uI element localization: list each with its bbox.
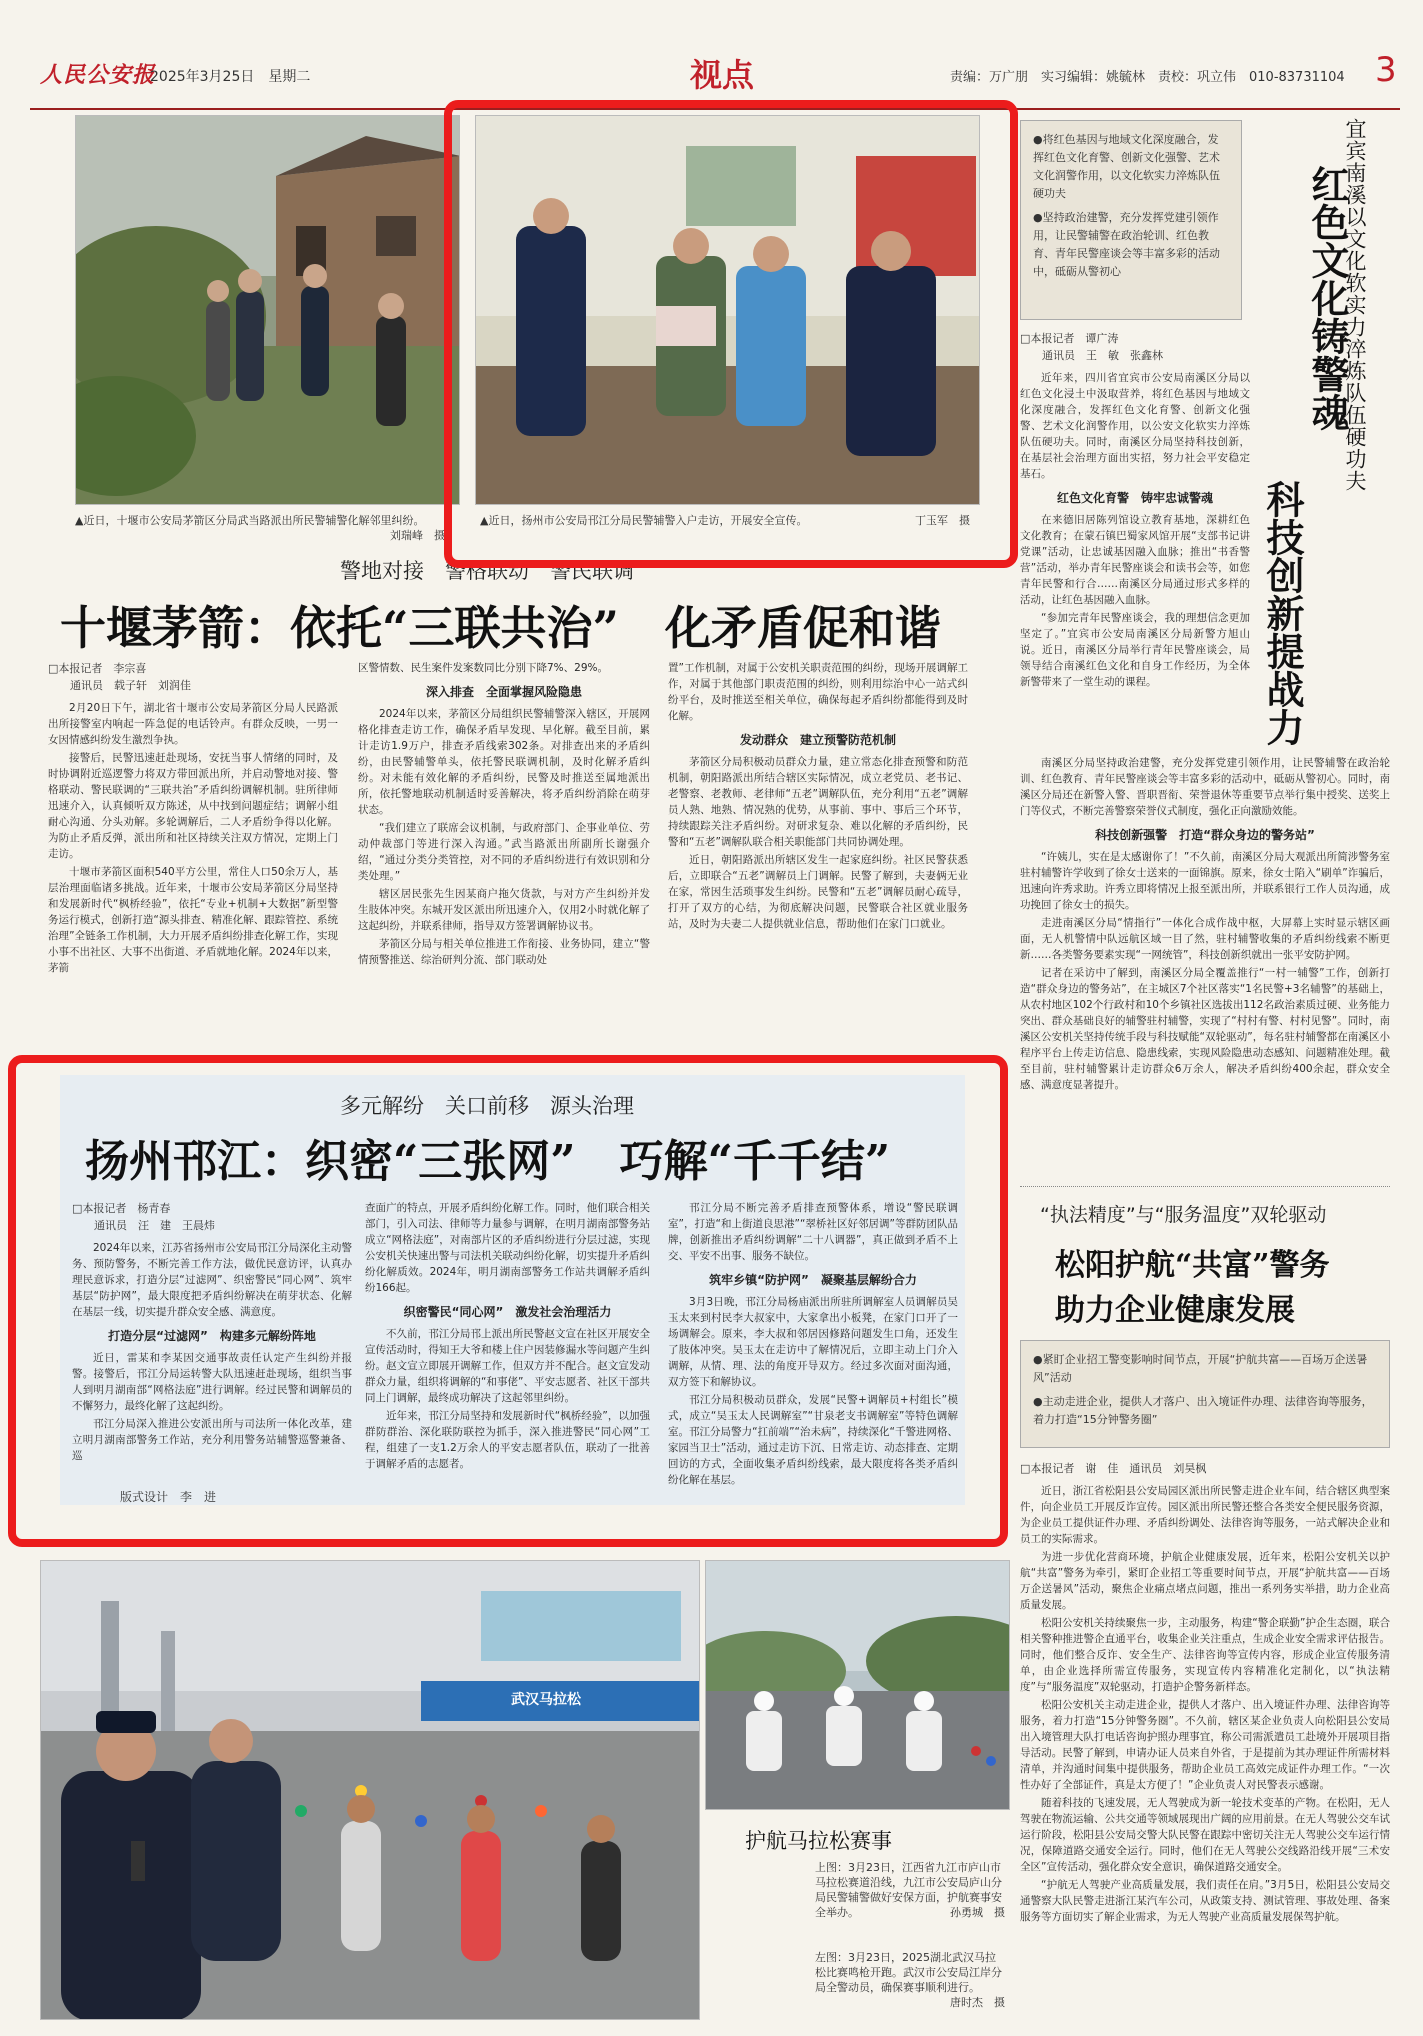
keypoint: ●紧盯企业招工警变影响时间节点，开展“护航共富——百场万企送暑风”活动 [1033, 1353, 1368, 1384]
yibin-title-2: 科技创新提战力 [1260, 480, 1305, 746]
paragraph: 近年来，四川省宜宾市公安局南溪区分局以红色文化浸土中汲取营养，将红色基因与地域文化深度融合，发挥红色文化育警、创新文化强警、艺术文化润警作用，以公安文化软实力淬炼队伍硬功夫。同时，南溪区分局坚持科技创新，在基层社会治理方面出实招，努力社会平安稳定基石。 [1020, 372, 1250, 480]
yibin-kicker: 宜宾南溪以文化软实力淬炼队伍硬功夫 [1343, 118, 1367, 492]
photo-credit: 唐时杰 摄 [950, 1996, 1005, 2009]
section-subheading: 红色文化育警 铸牢忠诚警魂 [1056, 491, 1213, 505]
paragraph: 区警情数、民生案件发案数同比分别下降7%、29%。 [358, 662, 608, 674]
byline-reporter: □本报记者 李宗喜 [48, 662, 147, 675]
byline-correspondent: 通讯员 载子轩 刘润佳 [70, 679, 191, 692]
yibin-keypoints [1020, 120, 1242, 320]
story1-column-2 [358, 660, 650, 1060]
newspaper-logo: 人民公安报 [40, 62, 156, 88]
photo-yangzhou-caption [480, 513, 970, 528]
caption-text: 上图：3月23日，江西省九江市庐山市马拉松赛道沿线，九江市公安局庐山分局民警辅警做好安保方面，护航赛事安全举办。 [815, 1861, 1002, 1919]
section-title: 视点 [690, 56, 755, 94]
songyang-byline: □本报记者 谢 佳 通讯员 刘昊枫 [1020, 1462, 1207, 1475]
masthead [30, 0, 1400, 110]
marathon-title: 护航马拉松赛事 [745, 1829, 892, 1853]
section-subheading: 深入排查 全面掌握风险隐患 [425, 685, 582, 699]
songyang-keypoints [1020, 1340, 1390, 1448]
caption-text: ▲近日，扬州市公安局邗江分局民警辅警入户走访，开展安全宣传。 [480, 514, 808, 527]
story2-column-1 [72, 1200, 352, 1495]
section-subheading: 发动群众 建立预警防范机制 [739, 733, 896, 747]
keypoint: ●主动走进企业，提供人才落户、出入境证件办理、法律咨询等服务，着力打造“15分钟警务圈” [1033, 1395, 1373, 1426]
yibin-title-1: 红色文化铸警魂 [1305, 165, 1350, 431]
paragraph: 查面广的特点，开展矛盾纠纷化解工作。同时，他们联合相关部门，引入司法、律师等力量参与调解，在明月湖南部警务站成立“网格法庭”，对南部片区的矛盾纠纷进行分层过滤，实现公安机关快速出警与司法机关联动纠纷化解，切实提升矛盾纠纷化解质效。2024年，明月湖南部警务工作站共调解矛盾纠纷166起。 [365, 1202, 650, 1294]
paragraph: 随着科技的飞速发展，无人驾驶成为新一轮技术变革的产物。在松阳，无人驾驶在物流运输、公共交通等领域展现出广阔的应用前景。在无人驾驶公交车试运行阶段，松阳县公安局交警大队民警在跟踪中密切关注无人驾驶公交车运行情况，保障道路交通安全运行。同时，他们在无人驾驶公交线路沿线开展“三术安全区”宣传活动，强化群众安全意识，确保道路交通安全。 [1020, 1797, 1390, 1873]
songyang-headline-1: 松阳护航“共富”警务 [1055, 1248, 1330, 1283]
story2-subhead: 多元解纷 关口前移 源头治理 [340, 1094, 634, 1118]
songyang-subhead: “执法精度”与“服务温度”双轮驱动 [1040, 1204, 1327, 1226]
paragraph: 为进一步优化营商环境，护航企业健康发展，近年来，松阳公安机关以护航“共富”警务为牵引，紧盯企业招工等重要时间节点，开展“护航共富——百场万企送暑风”活动，聚焦企业痛点堵点问题，推出一系列务实举措，助力企业高质量发展。 [1020, 1551, 1390, 1611]
story1-subhead: 警地对接 警格联动 警民联调 [340, 559, 634, 583]
paragraph: 邗江分局积极动员群众，发展“民警+调解员+村组长”模式，成立“吴玉太人民调解室”“甘泉老支书调解室”等特色调解室。邗江分局警力“扛前端”“治未病”，持续深化“千警进网格、家园当卫士”活动，通过走访下沉、日常走访、动态排查、定期回访的方式，全面收集矛盾纠纷线索，最大限度将各类矛盾纠纷化解在基层。 [668, 1394, 958, 1486]
paragraph: 近年来，邗江分局坚持和发展新时代“枫桥经验”，以加强群防群治、深化联防联控为抓手，深入推进警民“同心网”工程，组建了一支1.2万余人的平安志愿者队伍，联动了一批善于调解矛盾的志愿者。 [365, 1410, 650, 1470]
photo-shiyan-mediation [75, 115, 460, 505]
byline-reporter: □本报记者 谭广涛 [1020, 332, 1119, 345]
yibin-byline [1020, 330, 1250, 364]
paragraph: 近日，雷某和李某因交通事故责任认定产生纠纷并报警。接警后，邗江分局运转警大队迅速赶赴现场，组织当事人到明月湖南部“网格法庭”进行调解。经过民警和调解员的不懈努力，最终化解了这起纠纷。 [72, 1352, 352, 1412]
photo-yangzhou-visit [475, 115, 980, 505]
photo-shiyan-graphic [76, 116, 460, 505]
paragraph: 邗江分局深入推进公安派出所与司法所一体化改革，建立明月湖南部警务工作站，充分利用警务站辅警巡警兼备、巡 [72, 1418, 352, 1462]
paragraph: 辖区居民张先生因某商户拖欠货款，与对方产生纠纷并发生肢体冲突。东城开发区派出所迅速介入，仅用2小时就化解了这起纠纷，并联系律师，指导双方签署调解协议书。 [358, 888, 650, 932]
paragraph: 记者在采访中了解到，南溪区分局全覆盖推行“一村一辅警”工作，创新打造“群众身边的警务站”，在主城区7个社区落实“1名民警+3名辅警”的基础上，从农村地区102个行政村和10个乡镇社区选拔出112名政治素质过硬、业务能力突出、群众基础良好的辅警驻村辅警，实现了“村村有警、村村见警”。同时，南溪区公安机关坚持传统手段与科技赋能“双轮驱动”，每名驻村辅警都在南溪区小程序平台上传走访信息、隐患线索，实现风险隐患动态感知、问题精准处理。截至目前，驻村辅警累计走访群众6万余人，解决矛盾纠纷400余起，群众安全感、满意度显著提升。 [1020, 967, 1390, 1091]
issue-date: 2025年3月25日 星期二 [150, 69, 311, 85]
story2-headline: 扬州邗江：织密“三张网” 巧解“千千结” [85, 1136, 891, 1187]
editor-credits: 责编：万广朋 实习编辑：姚毓林 责校：巩立伟 010-83731104 [950, 70, 1345, 85]
divider [1020, 1186, 1390, 1187]
photo-marathon-jiujiang [705, 1560, 1010, 1810]
paragraph: 松阳公安机关主动走进企业，提供人才落户、出入境证件办理、法律咨询等服务，着力打造“15分钟警务圈”。不久前，辖区某企业负责人向松阳县公安局出入境管理大队打电话咨询护照办理事宜，称公司需派遣员工赴境外开展项目指导活动。民警了解到，申请办证人员来自外省，于是提前为其办理证件所需材料清单，并沟通时间集中提供服务，帮助企业员工高效完成证件办理工作。“一次性办好了全部证件，真是太方便了！”企业负责人对民警表示感谢。 [1020, 1699, 1390, 1791]
section-subheading: 打造分层“过滤网” 构建多元解纷阵地 [108, 1329, 316, 1343]
photo-credit: 刘瑞峰 摄 [390, 529, 445, 542]
paragraph: 南溪区分局坚持政治建警，充分发挥党建引领作用，让民警辅警在政治轮训、红色教育、青年民警座谈会等丰富多彩的活动中，砥砺从警初心。同时，南溪区分局还在新警入警、晋职晋衔、荣誉退休等重要节点举行集中授奖、送奖上门等仪式，不断完善警察荣誉仪式制度，强化正向激励效能。 [1020, 757, 1390, 817]
songyang-headline-2: 助力企业健康发展 [1055, 1293, 1295, 1328]
marathon-caption-1 [815, 1860, 1005, 1920]
paragraph: 不久前，邗江分局邗上派出所民警赵文宣在社区开展安全宣传活动时，得知王大爷和楼上住户因装修漏水等问题产生纠纷。赵文宣立即展开调解工作，但双方并不配合。赵文宣发动群众力量，组织将调解的“和事佬”、平安志愿者、社区干部共同上门调解，最终成功解决了这起邻里纠纷。 [365, 1328, 650, 1404]
caption-text: ▲近日，十堰市公安局茅箭区分局武当路派出所民警辅警化解邻里纠纷。 [75, 514, 425, 527]
paragraph: “护航无人驾驶产业高质量发展，我们责任在肩。”3月5日，松阳县公安局交通警察大队民警走进浙江某汽车公司，从政策支持、测试管理、事故处理、备案服务等方面切实了解企业需求，为无人驾驶产业高质量发展保驾护航。 [1020, 1879, 1390, 1923]
paragraph: “我们建立了联席会议机制，与政府部门、企事业单位、劳动仲裁部门等进行深入沟通。”武当路派出所副所长谢强介绍，“通过分类分类管控，对不同的矛盾纠纷进行有效识别和分类处理。” [358, 822, 650, 882]
story1-headline: 十堰茅箭：依托“三联共治” 化矛盾促和谐 [60, 601, 941, 655]
paragraph: 接警后，民警迅速赶赴现场，安抚当事人情绪的同时，及时协调附近巡逻警力将双方带回派出所，并启动警地对接、警格联动、警民联调的“三联共治”矛盾纠纷调解机制。驻所律师迅速介入，认真倾听双方陈述，从中找到问题症结；调解小组耐心沟通、分头劝解。多轮调解后，二人矛盾纷争得以化解。为防止矛盾反弹，派出所和社区持续关注双方情况，定期上门走访。 [48, 752, 338, 860]
paragraph: 在来德旧居陈列馆设立教育基地，深耕红色文化教育；在蒙石镇巴蜀家风馆开展“支部书记讲党课”活动，让忠诚基因融入血脉；推出“书香警营”活动，举办青年民警座谈会和读书会等，如您青年民警和行合……南溪区分局通过形式多样的活动，让红色基因融入血脉。 [1020, 514, 1250, 606]
keypoint: ●坚持政治建警，充分发挥党建引领作用，让民警辅警在政治轮训、红色教育、青年民警座谈会等丰富多彩的活动中，砥砺从警初心 [1033, 211, 1220, 278]
byline-reporter: □本报记者 杨青春 [72, 1202, 171, 1215]
story1-column-1 [48, 660, 338, 1060]
caption-text: 左图：3月23日，2025湖北武汉马拉松比赛鸣枪开跑。武汉市公安局江岸分局全警动员，确保赛事顺利进行。 [815, 1951, 1002, 1994]
paragraph: 茅箭区分局与相关单位推进工作衔接、业务协同，建立“警情预警推送、综治研判分流、部门联动处 [358, 938, 650, 966]
paragraph: 松阳公安机关持续聚焦一步，主动服务，构建“警企联勤”护企生态圈，联合相关警种推进警企直通平台，收集企业关注重点，生成企业安全需求评估报告。同时，他们整合反诈、安全生产、法律咨询等宣传内容，形成企业宣传服务清单，由企业选择所需宣传服务，实现宣传内容精准化定制化，以“执法精度”与“服务温度”双轮驱动，打造护企警务新样态。 [1020, 1617, 1390, 1693]
byline-correspondent: 通讯员 王 敏 张鑫林 [1042, 349, 1163, 362]
paragraph: 2024年以来，茅箭区分局组织民警辅警深入辖区，开展网格化排查走访工作，确保矛盾早发现、早化解。截至目前，累计走访1.9万户，排查矛盾线索302条。对排查出来的矛盾纠纷，由民警辅警单头，依托警民联调机制，及时化解矛盾纠纷。对未能有效化解的矛盾纠纷，民警及时推送至属地派出所，依托警地联动机制适时妥善解决，将矛盾纠纷消除在萌芽状态。 [358, 708, 650, 816]
paragraph: 3月3日晚，邗江分局杨庙派出所驻所调解室人员调解员吴玉太来到村民李大叔家中，大家拿出小板凳，在家门口开了一场调解会。原来，李大叔和邻居因修路问题发生口角，还发生了肢体冲突。吴玉太在走访中了解情况后，立即主动上门介入调解，从情、理、法的角度开导双方。经过多次面对面沟通，双方签下和解协议。 [668, 1296, 958, 1388]
paragraph: 走进南溪区分局“情指行”一体化合成作战中枢，大屏幕上实时显示辖区画面，无人机警情中队远航区域一目了然，驻村辅警收集的矛盾纠纷线索不断更新……各类警务要素实现“一网统管”，科技创新织就出一张平安防护网。 [1020, 917, 1390, 961]
layout-designer-credit: 版式设计 李 进 [120, 1490, 217, 1504]
story2-byline [72, 1200, 352, 1234]
paragraph: 近日，朝阳路派出所辖区发生一起家庭纠纷。社区民警获悉后，立即联合“五老”调解员上门调解。民警了解到，夫妻俩无业在家，常因生活琐事发生纠纷。民警和“五老”调解员耐心疏导，打开了双方的心结，为彻底解决问题，民警联合社区就业服务站，及时为夫妻二人提供就业信息，帮助他们在家门口就业。 [668, 854, 968, 930]
photo-jiujiang-graphic [706, 1561, 1010, 1810]
paragraph: 十堰市茅箭区面积540平方公里，常住人口50余万人，基层治理面临诸多挑战。近年来，十堰市公安局茅箭区分局坚持和发展新时代“枫桥经验”，依托“专业+机制+大数据”新型警务运行模式，创新打造“源头排查、精准化解、跟踪管控、系统治理”全链条工作机制，大力开展矛盾纠纷排查化解工作，实现小事不出社区、大事不出街道、矛盾就地化解。2024年以来，茅箭 [48, 866, 338, 974]
paragraph: 2024年以来，江苏省扬州市公安局邗江分局深化主动警务、预防警务，不断完善工作方法，做优民意访评，认真办理民意诉求，打造分层“过滤网”、织密警民“同心网”、筑牢基层“防护网”，最大限度把矛盾纠纷解决在萌芽状态、化解在基层一线，切实提升群众安全感、满意度。 [72, 1242, 352, 1318]
yibin-body-wide [1020, 755, 1390, 1180]
photo-credit: 孙勇城 摄 [950, 1906, 1005, 1919]
story2-column-2 [365, 1200, 650, 1495]
paragraph: “许姨儿，实在是太感谢你了！”不久前，南溪区分局大观派出所简涉警务室驻村辅警许学收到了徐女士送来的一面锦旗。原来，徐女士陷入“刷单”诈骗后，迅速向许秀求助。许秀立即将情况上报至派出所，并联系银行工作人员沟通，成功挽回了徐女士的损失。 [1020, 851, 1390, 911]
byline-correspondent: 通讯员 汪 建 王晨炜 [94, 1219, 215, 1232]
paragraph: 2月20日下午，湖北省十堰市公安局茅箭区分局人民路派出所接警室内响起一阵急促的电话铃声。有群众反映，一男一女因情感纠纷发生激烈争执。 [48, 702, 338, 746]
yibin-body [1020, 330, 1250, 750]
photo-shiyan-caption [75, 513, 445, 543]
marathon-banner-text: 武汉马拉松 [511, 1692, 581, 1708]
paragraph: 茅箭区分局积极动员群众力量，建立常态化排查预警和防范机制，朝阳路派出所结合辖区实际情况，成立老党员、老书记、老警察、老教师、老律师“五老”调解队伍，充分利用“五老”调解员人熟、地熟、情况熟的优势，从事前、事中、事后三个环节，持续跟踪关注矛盾纠纷。对研求复杂、难以化解的矛盾纠纷，民警和“五老”调解队联合相关职能部门共同协调处理。 [668, 756, 968, 848]
keypoint: ●将红色基因与地域文化深度融合，发挥红色文化育警、创新文化强警、艺术文化润警作用，以文化软实力淬炼队伍硬功夫 [1033, 133, 1220, 200]
section-subheading: 织密警民“同心网” 激发社会治理活力 [403, 1305, 612, 1319]
paragraph: “参加完青年民警座谈会，我的理想信念更加坚定了。”宜宾市公安局南溪区分局新警方旭山说。近日，南溪区分局举行青年民警座谈会，局领导结合南溪红色文化和自身工作经历，为全体新警带来了一堂生动的课程。 [1020, 612, 1250, 688]
story1-column-3 [668, 660, 968, 1060]
story1-byline [48, 660, 338, 694]
section-subheading: 科技创新强警 打造“群众身边的警务站” [1095, 828, 1315, 842]
photo-credit: 丁玉军 摄 [915, 514, 970, 527]
story2-column-3 [668, 1200, 958, 1495]
paragraph: 置”工作机制，对属于公安机关职责范围的纠纷，现场开展调解工作，对属于其他部门职责范围的纠纷，则利用综治中心一站式纠纷平台，及时推送至相关单位，确保每起矛盾纠纷都能得到及时化解。 [668, 662, 968, 722]
songyang-body [1020, 1460, 1390, 2025]
section-subheading: 筑牢乡镇“防护网” 凝聚基层解纷合力 [709, 1273, 917, 1287]
photo-marathon-graphic [41, 1561, 700, 2020]
page-number: 3 [1375, 50, 1397, 90]
paragraph: 近日，浙江省松阳县公安局园区派出所民警走进企业车间，结合辖区典型案件，向企业员工开展反诈宣传。园区派出所民警还整合各类安全便民服务资源，为企业员工提供证件办理、矛盾纠纷调处、法律咨询等服务，一站式解决企业和员工的实际需求。 [1020, 1485, 1390, 1545]
photo-yangzhou-graphic [476, 116, 980, 505]
marathon-caption-2 [815, 1950, 1005, 2010]
photo-marathon-wuhan [40, 1560, 700, 2020]
paragraph: 邗江分局不断完善矛盾排查预警体系，增设“警民联调室”，打造“和上街道良思港”“翠桥社区好邻居调”等群防团队品牌，创新推出矛盾纠纷调解“二十八调器”，真正做到矛盾不上交、平安不出事、服务不缺位。 [668, 1202, 958, 1262]
